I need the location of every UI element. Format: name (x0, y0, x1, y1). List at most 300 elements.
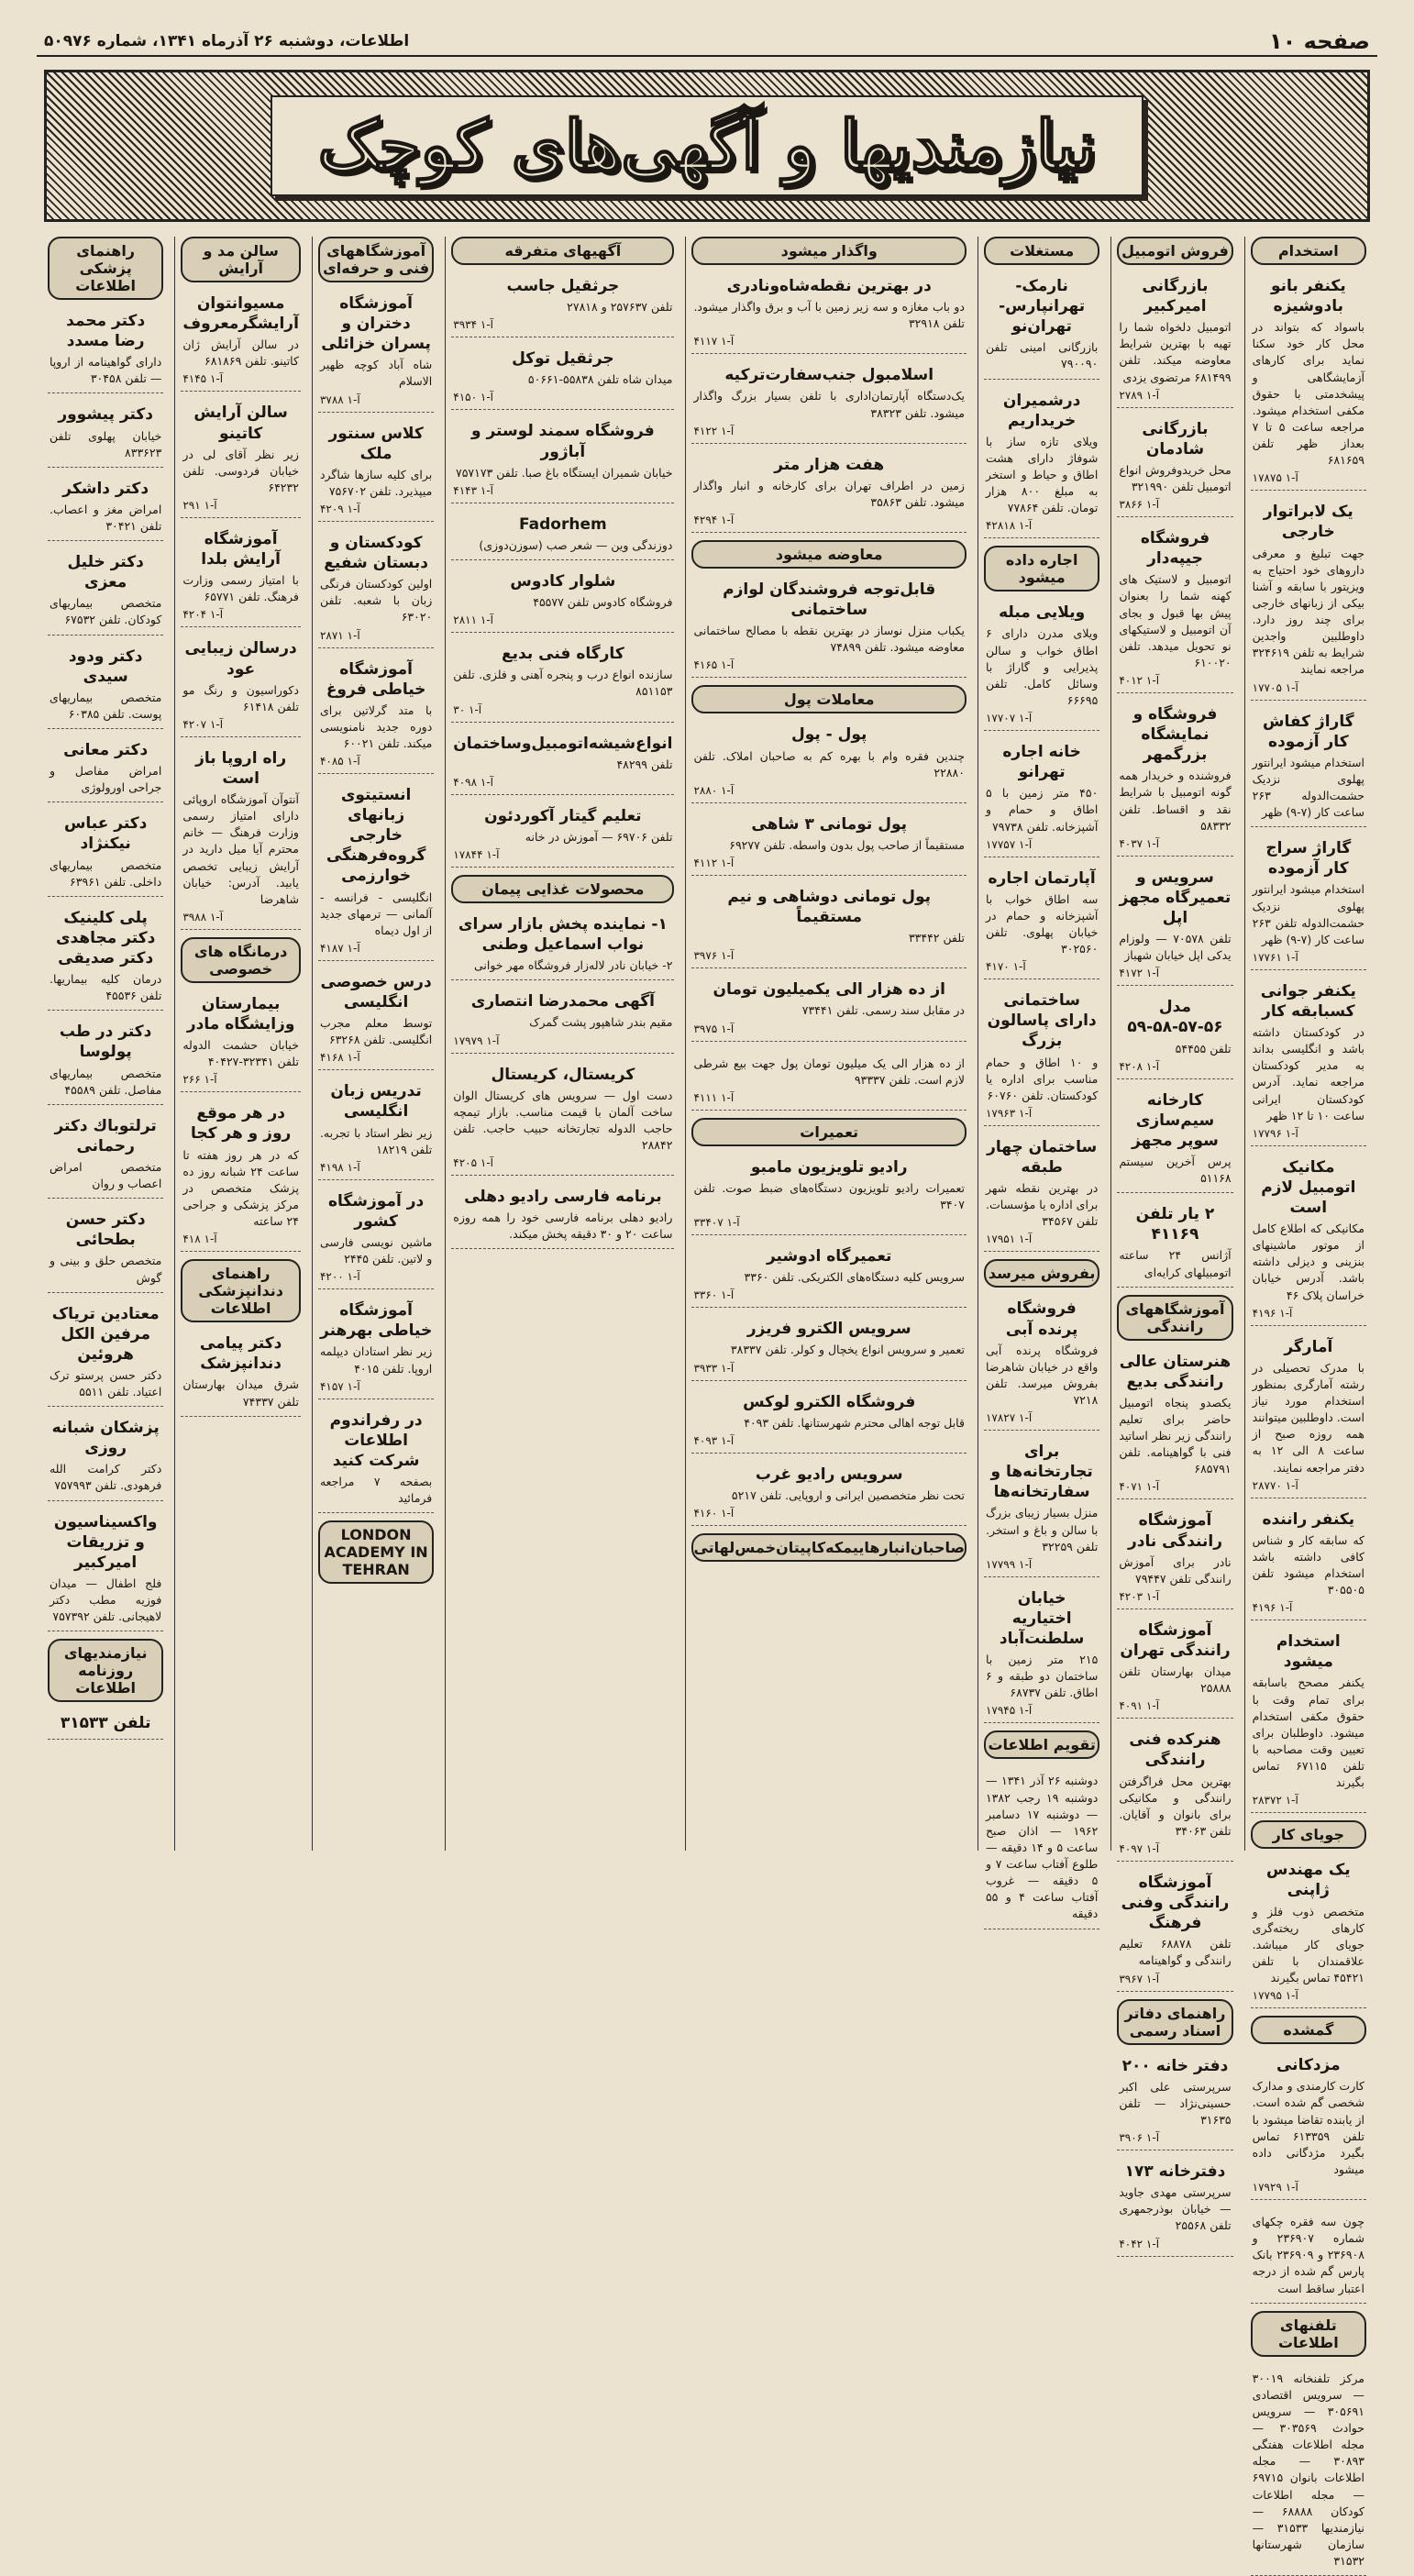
ad-body: انگلیسی - فرانسه - آلمانی — ترمهای جدید از اول دیماه (319, 890, 433, 937)
ad-body: در بهترین نقطه شهر برای اداره یا مؤسسات. تلفن ۳۴۵۶۷ (985, 1181, 1099, 1229)
classified-ad (451, 1061, 674, 1177)
ad-body: مرکز تلفنخانه ۳۰۰۱۹ — سرویس اقتصادی ۳۰۵۶۹۱ — سرویس حوادث ۳۰۳۵۶۹ — مجله اطلاعات هفتگی ۳۰۸۹۳ — مجله اطلاعات بانوان ۶۹۷۱۵ — مجله اطلاعات کودکان ۶۸۸۸۸ — نیازمندیها ۳۱۵۳۳ — سازمان شهرستانها ۳۱۵۳۲ (1252, 2371, 1364, 2568)
ad-code: آ-۱ ۴۲۰۰ (319, 1270, 360, 1284)
classified-ad (1251, 708, 1366, 828)
ad-code: آ-۱ ۱۷۹۴۵ (985, 1704, 1033, 1718)
ad-column (174, 237, 306, 1851)
page-header (37, 28, 1377, 57)
ad-title: سرویس رادیو غرب (755, 1465, 903, 1484)
ad-title: آموزشگاه خیاطی فروغ (326, 659, 426, 699)
ad-body: چون سه فقره چکهای شماره ۲۳۶۹۰۷ و ۲۳۶۹۰۸ و ۲۳۶۹۰۹ بانک پارس گم شده از درجه اعتبار ساقط است (1252, 2215, 1364, 2295)
ad-title: دفترخانه ۱۷۳ (1124, 2162, 1226, 2182)
ad-title: مدل ۵۶-۵۷-۵۸-۵۹ (1127, 998, 1223, 1037)
ad-code: آ-۱ ۴۱۶۰ (693, 1507, 735, 1520)
classified-ad (48, 904, 163, 1012)
classified-ad (181, 399, 301, 518)
classified-ad (984, 1438, 1099, 1577)
ad-code: آ-۱ ۲۸۳۷۲ (1252, 1794, 1298, 1808)
ad-title: سالن آرایش کاتینو (193, 404, 288, 443)
ad-body: متخصص بیماریهای کودکان. تلفن ۶۷۵۳۲ (49, 596, 162, 627)
ad-title: در آموزشگاه کشور (327, 1191, 425, 1231)
classified-ad (1117, 1869, 1232, 1992)
section-header: LONDON ACADEMY IN TEHRAN (318, 1520, 434, 1584)
classified-ad (691, 272, 967, 354)
ad-body: متخصص بیماریهای پوست. تلفن ۶۰۳۸۵ (49, 690, 162, 721)
ad-code: آ-۱ ۳۹۳۳ (693, 1361, 735, 1375)
ad-title: ۱- نماینده پخش بازار سرای نواب اسماعیل وطنی (458, 914, 668, 955)
ad-code: آ-۱ ۴۰۱۲ (1119, 674, 1160, 688)
section-header: واگذار میشود (691, 237, 967, 265)
ad-body: زیر نظر استادان دیپلمه اروپا. تلفن ۴۰۱۵ (319, 1344, 433, 1376)
classified-ad (1117, 1617, 1232, 1719)
classified-ad (48, 1018, 163, 1104)
ad-code: آ-۱ ۴۱۲۲ (693, 424, 735, 437)
ad-code: آ-۱ ۴۲۰۵ (453, 1156, 494, 1170)
ad-body: زمین در اطراف تهران برای کارخانه و انبار واگذار میشود. تلفن ۳۵۸۶۳ (693, 478, 965, 509)
ad-body: استخدام میشود ایرانتور پهلوی نزدیک حشمت‌الدوله ۲۶۳ ساعت کار (۷-۹) ظهر (1252, 755, 1364, 820)
ad-title: پول - پول (790, 725, 867, 745)
ad-body: تلفن ۴۸۲۹۹ (616, 757, 673, 771)
ad-title: دکتر حسن بطحائی (65, 1211, 146, 1250)
ad-code: آ-۱ ۴۱۸ (182, 1233, 217, 1246)
ad-code: آ-۱ ۳۹۷۵ (693, 1022, 735, 1035)
ad-body: جهت تبلیغ و معرفی داروهای خود احتیاج به ویزیتور با سابقه و آشنا بیکی از زبانهای خارجی برای چند روز دارد. داوطلبین واجدین شرایط به تلفن ۳۲۴۶۱۹ مراجعه نمایند (1252, 546, 1364, 677)
ad-code: آ-۱ ۱۷۷۰۷ (985, 712, 1033, 725)
classified-ad (691, 1049, 967, 1111)
ad-body: خیابان حشمت الدوله تلفن ۳۲۳۴۱-۴۰۴۲۷ (182, 1038, 299, 1069)
ad-title: بازرگانی امیرکبیر (1142, 277, 1209, 316)
ad-code: آ-۱ ۴۱۱۷ (693, 335, 735, 348)
ad-body: ویلای مدرن دارای ۶ اطاق خواب و سالن پذیرایی و گاراژ با وسائل کامل. تلفن ۶۶۶۹۵ (985, 626, 1099, 707)
ad-title: فروشگاه سمند لوستر و آباژور (470, 422, 655, 461)
classified-ad (48, 1414, 163, 1500)
ad-body: سرپرستی علی اکبر حسینی‌نژاد — تلفن ۳۱۶۳۵ (1119, 2079, 1232, 2127)
ad-columns (37, 237, 1377, 2568)
ad-title: ویلایی مبله (999, 603, 1086, 623)
classified-ad (318, 1407, 434, 1514)
ad-body: و ۱۰ اطاق و حمام مناسب برای اداره یا کودکستان. تلفن ۶۰۷۶۰ (985, 1055, 1099, 1102)
classified-ad (691, 576, 967, 678)
ad-title: دکتر پیشوور (58, 405, 153, 425)
ad-title: یکنفر جوانی کسبابقه کار (1260, 981, 1356, 1021)
ad-title: هنرستان عالی رانندگی بدیع (1119, 1352, 1232, 1391)
ad-code: آ-۱ ۳۹۳۴ (453, 318, 494, 332)
classified-ad (48, 307, 163, 393)
ad-title: انواع‌شیشه‌اتومبیل‌وساختمان (453, 734, 673, 753)
classified-ad (318, 290, 434, 413)
classified-ad (1251, 1154, 1366, 1326)
ad-body: خیابان شمیران ایستگاه باغ صبا. تلفن ۷۵۷۱۷۳ (456, 465, 673, 480)
ad-body: بصفحه ۷ مراجعه فرمائید (319, 1474, 433, 1506)
section-header: استخدام (1251, 237, 1366, 265)
ad-title: در هر موقع روز و هر کجا (190, 1104, 292, 1144)
classified-ad (1251, 978, 1366, 1146)
section-header: اجاره داده میشود (984, 546, 1099, 591)
classified-ad (1251, 2207, 1366, 2304)
ad-title: ۲ یار تلفن ۴۱۱۶۹ (1135, 1205, 1215, 1244)
ad-title: نارمک-تهرانپارس-تهران‌نو (999, 277, 1086, 337)
ad-code: آ-۱ ۴۱۵۰ (453, 391, 494, 404)
ad-body: تلفن ۲۵۷۶۳۷ و ۲۷۸۱۸ (567, 300, 673, 315)
ad-body: متخصص امراض اعصاب و روان (49, 1159, 162, 1191)
ad-code: آ-۱ ۴۲۰۷ (182, 717, 224, 731)
ad-code: آ-۱ ۴۲۰۹ (319, 502, 360, 515)
ad-body: فروشگاه کادوس تلفن ۴۵۵۷۷ (533, 595, 673, 610)
ad-body: پرس آخرین سیستم ۵۱۱۶۸ (1119, 1154, 1232, 1186)
ad-body: در مقابل سند رسمی. تلفن ۷۳۴۴۱ (801, 1003, 965, 1018)
ad-title: مکانیک اتومبیل لازم است (1261, 1157, 1356, 1217)
ad-body: فروشگاه پرنده آبی واقع در خیابان شاهرضا بفروش میرسد. تلفن ۷۲۱۸ (985, 1343, 1099, 1407)
ad-body: مکانیکی که اطلاع کامل از موتور ماشینهای بنزینی و دیزلی داشته باشد. آدرس خیابان خراسان پلاک ۴۶ (1252, 1222, 1364, 1302)
section-header: تعمیرات (691, 1118, 967, 1146)
section-header: درمانگاه های خصوصی (181, 937, 301, 983)
ad-body: از ده هزار الی یک میلیون تومان پول جهت بیع شرطی لازم است. تلفن ۹۳۳۳۷ (693, 1056, 965, 1087)
ad-title: گاراژ سراج کار آزموده (1265, 839, 1352, 879)
classified-ad (48, 643, 163, 729)
ad-code: آ-۱ ۳۹۶۷ (1119, 1972, 1160, 1985)
ad-code: آ-۱ ۴۲۰۴ (182, 608, 224, 622)
ad-body: که سابقه کار و شناس کافی داشته باشد استخدام میشود تلفن ۳۰۵۵۰۵ (1252, 1532, 1364, 1598)
ad-body: متخصص بیماریهای داخلی. تلفن ۶۳۹۶۱ (49, 857, 162, 889)
ad-title: کارگاه فنی بدیع (502, 645, 624, 664)
section-header: آموزشگاههای رانندگی (1117, 1295, 1232, 1341)
section-header: سالن مد و آرایش (181, 237, 301, 282)
ad-body: چندین فقره وام با بهره کم به صاحبان املاک. تلفن ۲۲۸۸۰ (693, 748, 965, 779)
ad-body: دست اول — سرویس های کریستال الوان ساخت آلمان با قیمت مناسب. بازار تیمچه حاجب الدوله تجارتخانه حبیب حاجب. تلفن ۲۸۸۴۲ (453, 1088, 673, 1152)
classified-ad (451, 568, 674, 633)
ad-title: یکنفر بانو بادوشیزه (1270, 277, 1346, 316)
page-number: صفحه ۱۰ (1269, 28, 1370, 54)
ad-body: ماشین نویسی فارسی و لاتین. تلفن ۲۴۴۵ (319, 1235, 433, 1266)
classified-ad (181, 1330, 301, 1416)
ad-code: آ-۱ ۴۱۶۸ (319, 1051, 360, 1065)
section-header: گمشده (1251, 2016, 1366, 2044)
ad-title: واکسیناسیون و تزریقات امیرکبیر (53, 1512, 158, 1572)
ad-code: آ-۱ ۴۱۱۲ (693, 857, 735, 870)
ad-body: یکباب منزل نوساز در بهترین نقطه با مصالح ساختمانی معاوضه میشود. تلفن ۷۴۸۹۹ (693, 624, 965, 655)
ad-body: امراض مفاصل و جراحی اورولوژی (49, 764, 162, 795)
ad-code: آ-۱ ۲۶۶ (182, 1073, 217, 1087)
ad-code: آ-۱ ۱۷۷۰۵ (1252, 680, 1298, 694)
classified-ad (451, 802, 674, 868)
ad-column (1244, 237, 1372, 2568)
ad-column (42, 237, 169, 1851)
ad-title: رادیو تلویزیون مامبو (750, 1157, 908, 1177)
ad-title: شلوار کادوس (510, 571, 616, 591)
ad-code: آ-۱ ۳۳۴۰۷ (693, 1216, 740, 1230)
ad-title: پلی کلینیک دکتر مجاهدی دکتر صدیقی (55, 908, 156, 967)
classified-ad (318, 420, 434, 522)
ad-body: ۲- خیابان نادر لاله‌زار فروشگاه مهر خوانی (473, 958, 673, 973)
classified-ad (691, 451, 967, 533)
classified-ad (1117, 1348, 1232, 1500)
ad-code: آ-۱ ۴۰۹۱ (1119, 1699, 1160, 1713)
ad-code: آ-۱ ۴۱۷۰ (985, 960, 1026, 974)
ad-code: آ-۱ ۴۰۴۲ (1119, 2237, 1160, 2250)
classified-ad (181, 525, 301, 627)
classified-ad (181, 1100, 301, 1252)
ad-body: تلفن ۶۹۷۰۶ — آموزش در خانه (525, 829, 673, 844)
ad-body: تحت نظر متخصصین ایرانی و اروپایی. تلفن ۵۲۱۷ (731, 1487, 965, 1502)
ad-title: ترلتوباك دکتر رحمانی (54, 1116, 157, 1155)
ad-title: خانه اجاره تهرانو (1002, 743, 1081, 782)
ad-body: دارای گواهینامه از اروپا — تلفن ۳۰۴۵۸ (49, 355, 162, 386)
classified-ad (451, 1183, 674, 1249)
classified-ad (691, 1243, 967, 1308)
ad-title: دکتر خلیل معزی (67, 553, 144, 592)
section-header: فروش اتومبیل (1117, 237, 1232, 265)
ad-title: آموزشگاه دختران و پسران خزائلی (321, 294, 431, 354)
ad-title: آموزشگاه رانندگی وفنی فرهنگ (1121, 1874, 1230, 1933)
classified-ad (1117, 1200, 1232, 1287)
classified-ad (318, 529, 434, 648)
ad-code: آ-۱ ۲۸۷۱ (319, 628, 360, 642)
classified-ad (1117, 272, 1232, 408)
classified-ad (1117, 993, 1232, 1078)
classified-ad (1251, 498, 1366, 700)
ad-code: آ-۱ ۳۳۶۰ (693, 1288, 735, 1302)
classified-ad (318, 968, 434, 1070)
ad-title: آپارتمان اجاره (988, 868, 1096, 888)
ad-title: کلاس سنتور ملک (328, 424, 424, 463)
classified-ad (1117, 1087, 1232, 1194)
ad-title: ساختمانی دارای پاسالون بزرگ (987, 991, 1097, 1051)
classified-ad (1117, 2158, 1232, 2256)
ad-title: درس خصوصی انگلیسی (320, 972, 432, 1012)
ad-code: آ-۱ ۲۷۸۹ (1119, 388, 1160, 402)
classified-ad (48, 1709, 163, 1740)
ad-title: پول تومانی ۳ شاهی (751, 814, 907, 834)
ad-title: دکتر معانی (63, 741, 149, 759)
ad-body: ۴۵۰ متر زمین با ۵ اطاق و حمام و آشپزخانه. تلفن ۷۹۷۳۸ (985, 786, 1099, 834)
classified-ad (181, 290, 301, 392)
ad-code: آ-۱ ۱۷۸۴۴ (453, 847, 500, 861)
ad-title: هنرکده فنی رانندگی (1129, 1730, 1221, 1770)
banner-title: نیازمندیها و آگهی‌های کوچک (317, 106, 1097, 185)
ad-title: دکتر در طب پولوسا (59, 1023, 152, 1062)
ad-title: Fadorhem (519, 514, 607, 534)
ad-code: آ-۱ ۴۰۷۱ (1119, 1480, 1160, 1494)
ad-body: آنتوآن آموزشگاه اروپائی دارای امتیاز رسمی وزارت فرهنگ — خانم محترم آیا میل دارید در آرایش زیبایی تخصص یابید. آدرس: خیابان شاهرضا (182, 792, 299, 906)
ad-title: دکتر محمد رضا مسدد (66, 312, 146, 351)
classified-ad (1251, 1506, 1366, 1621)
ad-code: آ-۱ ۴۱۶۵ (693, 658, 735, 672)
ad-body: ویلای تازه ساز با شوفاژ دارای هشت اطاق و حیاط و استخر به مبلغ ۸۰۰ هزار تومان. تلفن ۷۷۸۶۴ (985, 434, 1099, 515)
ad-body: امراض مغز و اعصاب. تلفن ۳۰۴۲۱ (49, 502, 162, 533)
section-header: بفروش میرسد (984, 1259, 1099, 1288)
ad-body: دوزندگی وین — شعر صب (سوزن‌دوزی) (479, 537, 673, 552)
ad-code: آ-۱ ۱۷۹۶۳ (985, 1106, 1033, 1120)
ad-code: آ-۱ ۴۲۰۸ (1119, 1059, 1160, 1073)
ad-title: استخدام میشود (1276, 1632, 1341, 1672)
ad-body: تلفن ۶۸۸۷۸ تعلیم رانندگی و گواهینامه (1119, 1937, 1232, 1968)
classified-ad (984, 272, 1099, 380)
section-header: آگهیهای متفرقه (451, 237, 674, 265)
ad-code: آ-۱ ۴۰۹۳ (693, 1433, 735, 1447)
ad-code: آ-۱ ۲۸۸۰ (693, 783, 735, 797)
classified-ad (451, 345, 674, 410)
classified-ad (1251, 272, 1366, 491)
classified-ad (451, 511, 674, 560)
ad-title: یک لابراتوار خارجی (1263, 503, 1353, 542)
ad-code: آ-۱ ۱۷۷۹۹ (985, 1557, 1033, 1571)
classified-ad (181, 990, 301, 1092)
ad-title: آگهی محمدرضا انتصاری (470, 992, 655, 1012)
classified-ad (318, 1297, 434, 1399)
ad-body: سازنده انواع درب و پنجره آهنی و فلزی. تلفن ۸۵۱۱۵۳ (453, 668, 673, 699)
ad-body: بازرگانی امینی تلفن ۷۹۰۰۹۰ (985, 340, 1099, 371)
banner-frame (271, 95, 1144, 196)
ad-title: آموزشگاه خیاطی بهرهنر (320, 1301, 433, 1341)
ad-title: فروشگاه جیپه‌دار (1140, 529, 1210, 569)
classified-ad (1251, 1628, 1366, 1813)
classified-ad (1117, 415, 1232, 517)
ad-body: میدان شاه تلفن ۵۵۸۳۸-۵۰۶۶۱ (527, 372, 673, 387)
ad-code: آ-۱ ۴۱۹۶ (1252, 1601, 1293, 1615)
ad-title: جرثقیل جاسب (506, 277, 620, 295)
ad-code: آ-۱ ۱۷۹۲۹ (1252, 2181, 1298, 2194)
classified-ad (451, 417, 674, 503)
ad-body: اتومبیل دلخواه شما را تهیه با بهترین شرایط معاوضه میکند. تلفن ۶۸۱۴۹۹ مرتضوی یزدی (1119, 320, 1232, 384)
classified-ad (318, 781, 434, 961)
classified-ad (1251, 835, 1366, 970)
classified-ad (451, 640, 674, 722)
section-header: تلفنهای اطلاعات (1251, 2311, 1366, 2357)
ad-code: آ-۱ ۴۰۳۷ (1119, 836, 1160, 850)
ad-title: فروشگاه پرنده آبی (1005, 1299, 1078, 1339)
section-header: معاملات پول (691, 685, 967, 713)
section-header: راهنمای پزشکی اطلاعات (48, 237, 163, 300)
ad-title: برای تجارتخانه‌ها و سفارتخانه‌ها (990, 1443, 1093, 1502)
ad-code: آ-۱ ۳۰ (453, 702, 482, 716)
ad-body: زیر نظر استاد با تجربه. تلفن ۱۸۲۱۹ (319, 1125, 433, 1156)
ad-title: دکتر داشکر (62, 479, 149, 498)
ad-body: درمان کلیه بیماریها. تلفن ۴۵۵۳۶ (49, 972, 162, 1003)
classified-ad (984, 1585, 1099, 1724)
ad-title: راه اروپا باز است (195, 748, 287, 788)
classified-ad (318, 1078, 434, 1179)
ad-body: دکوراسیون و رنگ مو تلفن ۶۱۴۱۸ (182, 682, 299, 713)
ad-body: اتومبیل و لاستیک های کهنه شما را بعنوان پیش بها قبول و بجای آن اتومبیل و لاستیکهای نو تحویل میدهد. تلفن ۶۱۰۰۲۰ (1119, 572, 1232, 669)
ad-title: آموزشگاه رانندگی تهران (1120, 1620, 1231, 1660)
ad-code: آ-۱ ۳۹۷۶ (693, 949, 735, 963)
ad-title: تعمیرگاه ادوشیر (766, 1247, 892, 1266)
ad-body: یکصدو پنجاه اتومبیل حاضر برای تعلیم رانندگی زیر نظر اساتید فنی با گواهینامه. تلفن ۶۸۵۷۹۱ (1119, 1395, 1232, 1476)
ad-body: برای کلیه سازها شاگرد میپذیرد. تلفن ۷۵۶۷۰۲ (319, 467, 433, 498)
section-header: راهنمای دفاتر اسناد رسمی (1117, 1999, 1232, 2045)
classified-ad (691, 976, 967, 1041)
ad-code: آ-۱ ۴۱۷۲ (1119, 967, 1160, 980)
ad-body: فلج اطفال — میدان فوزیه مطب دکتر لاهیجانی. تلفن ۷۵۷۳۹۲ (49, 1575, 162, 1624)
classified-ad (318, 656, 434, 775)
ad-body: دکتر کرامت الله فرهودی. تلفن ۷۵۷۹۹۳ (49, 1462, 162, 1493)
ad-title: بازرگانی شادمان (1142, 419, 1209, 459)
ad-code: آ-۱ ۴۲۰۳ (1119, 1589, 1160, 1603)
ad-code: آ-۱ ۱۷۷۵۷ (985, 837, 1033, 851)
ad-title: اسلامبول جنب‌سفارت‌ترکیه (724, 366, 934, 385)
ad-column (978, 237, 1105, 1921)
classified-ad (984, 738, 1099, 857)
classified-ad (48, 1112, 163, 1199)
ad-title: انستیتوی زبانهای خارجی گروه‌فرهنگی خوارزمی (326, 786, 426, 886)
classified-ad (691, 1388, 967, 1454)
ad-code: آ-۱ ۳۹۸۸ (182, 910, 224, 923)
ad-body: توسط معلم مجرب انگلیسی. تلفن ۶۳۲۶۸ (319, 1016, 433, 1047)
ad-title: فروشگاه الکترو لوکس (743, 1392, 916, 1411)
ad-title: تعلیم گیتار آکوردئون (484, 806, 642, 825)
ad-body: تلفن ۷۰۵۷۸ — ولوزام یدکی اپل خیابان شهباز (1119, 932, 1232, 963)
ad-code: آ-۱ ۴۱۵۷ (319, 1379, 360, 1393)
classified-ad (1251, 1333, 1366, 1498)
section-header: مستغلات (984, 237, 1099, 265)
ad-column (685, 237, 972, 1851)
ad-title: تلفن ۳۱۵۳۳ (60, 1714, 151, 1733)
ad-body: متخصص حلق و بینی و گوش (49, 1254, 162, 1285)
ad-code: آ-۱ ۳۸۶۶ (1119, 498, 1160, 512)
ad-body: یکنفر مصحح باسابقه برای تمام وقت با حقوق مکفی استخدام میشود. داوطلبان برای تعیین وقت مصاحبه با تلفن ۶۷۱۱۵ تماس بگیرند (1252, 1675, 1364, 1790)
classified-ad (451, 272, 674, 337)
classified-ad (1117, 1726, 1232, 1862)
ad-body: میدان بهارستان تلفن ۲۵۸۸۸ (1119, 1664, 1232, 1696)
section-header: جویای کار (1251, 1820, 1366, 1849)
ad-title: پول تومانی دوشاهی و نیم مستقیماً (727, 888, 932, 927)
ad-title: درسالن زیبایی عود (184, 639, 297, 679)
ad-column (312, 237, 439, 1851)
ad-title: بیمارستان وزایشگاه مادر (186, 994, 295, 1034)
ad-body: یک‌دستگاه آپارتمان‌اداری با تلفن بسیار بزرگ واگذار میشود. تلفن ۳۸۳۲۳ (693, 389, 965, 420)
ad-body: تعمیرات رادیو تلویزیون دستگاه‌های ضبط صوت. تلفن ۳۴۰۷ (693, 1180, 965, 1212)
classified-ad (1117, 864, 1232, 987)
classified-ad (1117, 701, 1232, 857)
ad-body: سرپرستی مهدی جاوید — خیابان بوذرجمهری تلفن ۲۵۵۶۸ (1119, 2185, 1232, 2233)
ad-body: فروشنده و خریدار همه گونه اتومبیل با شرایط نقد و اقساط. تلفن ۵۸۳۳۲ (1119, 768, 1232, 833)
section-header: صاحبان‌انبارهاییمکه‌کاپیتان‌خمس‌لهاتی (691, 1533, 967, 1562)
classified-ad (451, 911, 674, 980)
ad-code: آ-۱ ۱۷۷۶۱ (1252, 950, 1298, 964)
ad-body: شرق میدان بهارستان تلفن ۷۴۳۳۷ (182, 1377, 299, 1409)
classified-ad (984, 865, 1099, 980)
ad-body: رادیو دهلی برنامه فارسی خود را همه روزه ساعت ۲۰ و ۳۰ دقیقه پخش میکند. (453, 1211, 673, 1242)
ad-title: قابل‌توجه فروشندگان لوازم ساختمانی (723, 580, 936, 620)
classified-ad (984, 387, 1099, 539)
ad-code: آ-۱ ۴۲۸۱۸ (985, 519, 1033, 533)
classified-ad (48, 475, 163, 541)
ad-body: متخصص ذوب فلز و کارهای ریخته‌گری جویای کار میباشد. علاقمندان با تلفن ۴۵۴۲۱ تماس بگیرند (1252, 1904, 1364, 1985)
ad-title: فروشگاه و نمایشگاه بزرگمهر (1132, 705, 1218, 765)
ad-code: آ-۱ ۴۱۹۸ (319, 1160, 360, 1174)
ad-body: استخدام میشود ایرانتور پهلوی نزدیک حشمت‌الدوله تلفن ۲۶۳ ساعت کار (۷-۹) ظهر (1252, 882, 1364, 946)
ad-body: با مدرک تحصیلی در رشته آمارگری بمنظور استخدام مورد نیاز است. داوطلبین میتوانند همه روزه صبح از ساعت ۸ الی ۱۲ به دفتر مراجعه نمایند. (1252, 1360, 1364, 1475)
ad-code: آ-۱ ۴۱۴۵ (182, 372, 224, 386)
classified-ad (691, 1315, 967, 1380)
ad-code: آ-۱ ۴۰۹۷ (1119, 1842, 1160, 1856)
ad-code: آ-۱ ۱۷۷۹۶ (1252, 1126, 1298, 1140)
classified-ad (984, 1295, 1099, 1431)
classified-ad (48, 1206, 163, 1292)
ad-body: که در هر روز هفته تا ساعت ۲۴ شبانه روز ده پزشک متخصص در مرکز پزشکی و جراحی ۲۴ ساعته (182, 1147, 299, 1229)
ad-code: آ-۱ ۲۸۱۱ (453, 614, 494, 627)
ad-body: مستقیماً از صاحب پول بدون واسطه. تلفن ۶۹۲۷۷ (729, 837, 965, 852)
ad-body: بهترین محل فراگرفتن رانندگی و مکانیکی برای بانوان و آقایان. تلفن ۳۴۰۶۳ (1119, 1774, 1232, 1838)
ad-body: ۲۱۵ متر زمین با ساختمان دو طبقه و ۶ اطاق. تلفن ۶۸۷۳۷ (985, 1653, 1099, 1700)
ad-body: نادر برای آموزش رانندگی تلفن ۷۹۴۴۷ (1119, 1554, 1232, 1586)
classified-ad (691, 721, 967, 802)
ad-title: دکتر عباس نیکنژاد (63, 814, 148, 854)
classified-ad (691, 1154, 967, 1235)
section-header: آموزشگاههای فنی و حرفه‌ای (318, 237, 434, 282)
ad-title: درشمیران خریداریم (1002, 391, 1081, 430)
ad-title: مسیوانتوان آرایشگرمعروف (182, 294, 299, 334)
